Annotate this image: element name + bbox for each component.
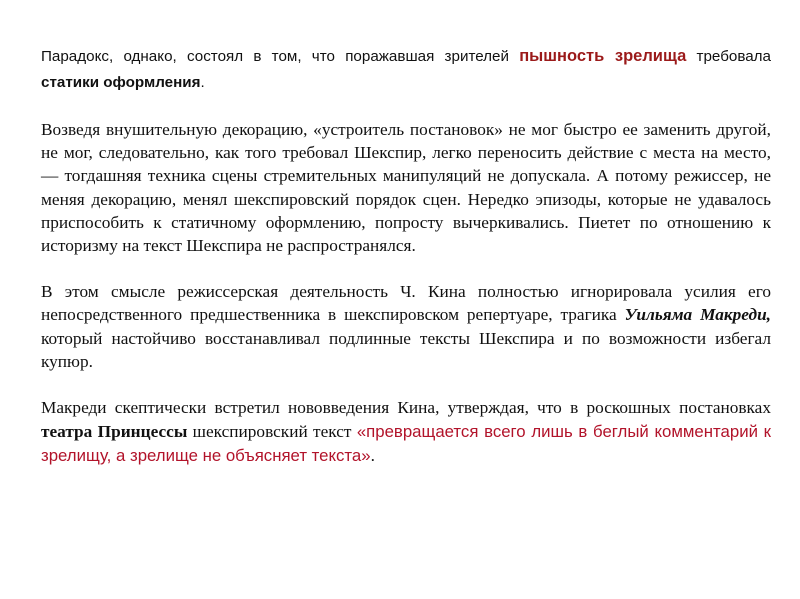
paragraph-1: [41, 43, 771, 95]
spacer: [41, 373, 771, 396]
spacer: [41, 95, 771, 118]
p4-text-2: шекспировский текст: [187, 422, 357, 442]
p1-text-3: .: [200, 74, 205, 91]
paragraph-4: [41, 396, 771, 468]
paragraph-2: Возведя внушительную декорацию, «устроитель постановок» не мог быстро ее заменить другой, не мог, следовательно, как того требовал Шекспир, легко переносить действие с места на место, — тогдашняя техника сцены стремительных манипуляций не допускала. А потому режиссер, не меняя декорацию, менял шекспировский порядок сцен. Нередко эпизоды, которые не удавалось приспособить к статичному оформлению, попросту вычеркивались. Пиетет по отношению к историзму на текст Шекспира не распространялся.: [41, 120, 771, 256]
p4-text-1: Макреди скептически встретил нововведения Кина, утверждая, что в роскошных постановках: [41, 398, 771, 418]
p4-quote: «превращается всего лишь в беглый комментарий к зрелищу, а зрелище не объясняет текста»: [41, 422, 771, 466]
spacer: [41, 257, 771, 280]
slide-content: [41, 43, 771, 468]
p1-text-2: требовала: [686, 48, 771, 65]
p4-theatre: театра Принцессы: [41, 422, 188, 442]
p3-text-2: который настойчиво восстанавливал подлинные тексты Шекспира и по возможности избегал купюр.: [41, 328, 771, 371]
p3-name: Уильяма Макреди,: [624, 305, 772, 325]
p1-highlight: пышность зрелища: [519, 47, 687, 65]
p1-text-1: Парадокс, однако, состоял в том, что поражавшая зрителей: [41, 48, 520, 65]
p3-text-1: В этом смысле режиссерская деятельность Ч. Кина полностью игнорировала усилия его непосредственного предшественника в шекспировском репертуаре, трагика: [41, 282, 771, 325]
paragraph-3: [41, 280, 771, 373]
p4-text-3: .: [370, 446, 375, 466]
p1-bold: статики оформления: [41, 74, 201, 91]
